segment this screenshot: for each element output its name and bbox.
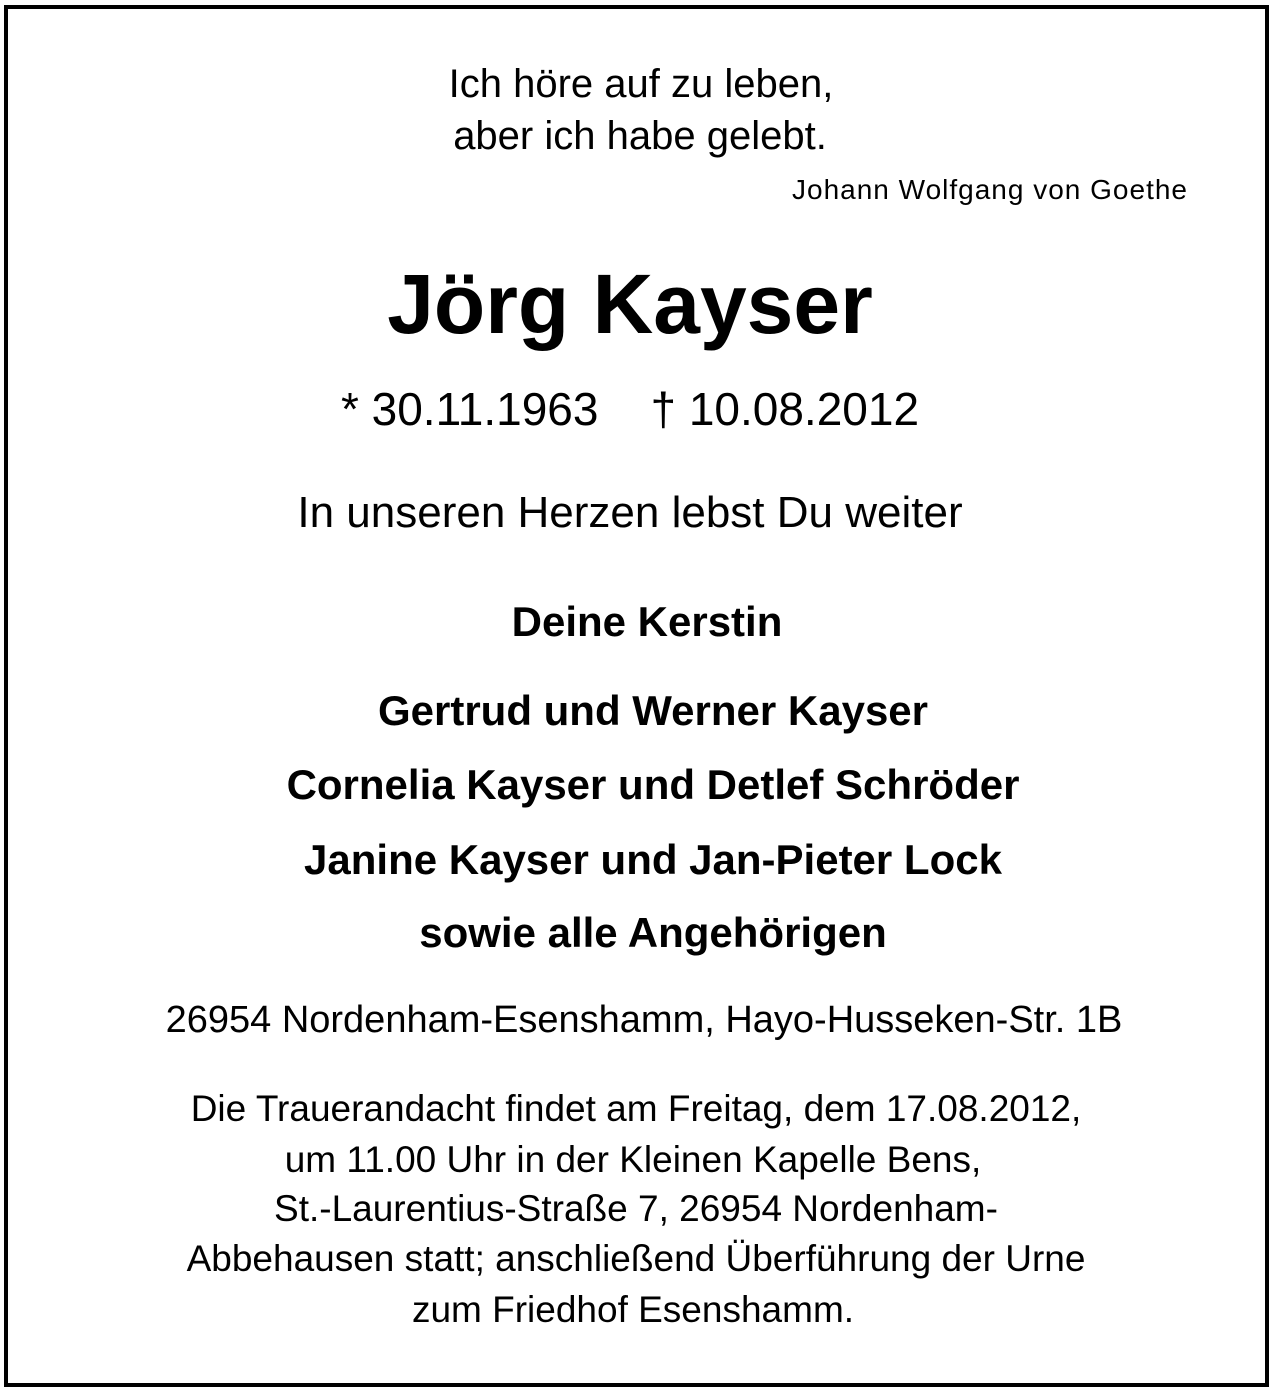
- life-dates: [0, 383, 1270, 435]
- quote-line-1: Ich höre auf zu leben,: [448, 62, 834, 106]
- service-notice-line: Abbehausen statt; anschließend Überführung der Urne: [186, 1238, 1086, 1279]
- family-address: 26954 Nordenham-Esenshamm, Hayo-Husseken-Str. 1B: [165, 999, 1123, 1041]
- mourner-line: Deine Kerstin: [511, 598, 783, 645]
- mourner-line: Gertrud und Werner Kayser: [377, 687, 929, 734]
- deceased-name: Jörg Kayser: [387, 257, 873, 351]
- quote-author: Johann Wolfgang von Goethe: [792, 174, 1188, 205]
- mourner-line: sowie alle Angehörigen: [419, 909, 887, 956]
- mourner-line: Cornelia Kayser und Detlef Schröder: [286, 761, 1020, 808]
- death-date: † 10.08.2012: [650, 383, 920, 435]
- service-notice-line: St.-Laurentius-Straße 7, 26954 Nordenham-: [274, 1188, 998, 1229]
- motto: In unseren Herzen lebst Du weiter: [297, 488, 963, 537]
- birth-date: * 30.11.1963: [340, 383, 599, 435]
- service-notice-line: Die Trauerandacht findet am Freitag, dem 17.08.2012,: [190, 1088, 1082, 1129]
- service-notice-line: um 11.00 Uhr in der Kleinen Kapelle Bens,: [284, 1139, 982, 1180]
- service-notice-line: zum Friedhof Esenshamm.: [411, 1289, 855, 1330]
- mourner-line: Janine Kayser und Jan-Pieter Lock: [304, 836, 1002, 883]
- quote-line-2: aber ich habe gelebt.: [453, 114, 827, 158]
